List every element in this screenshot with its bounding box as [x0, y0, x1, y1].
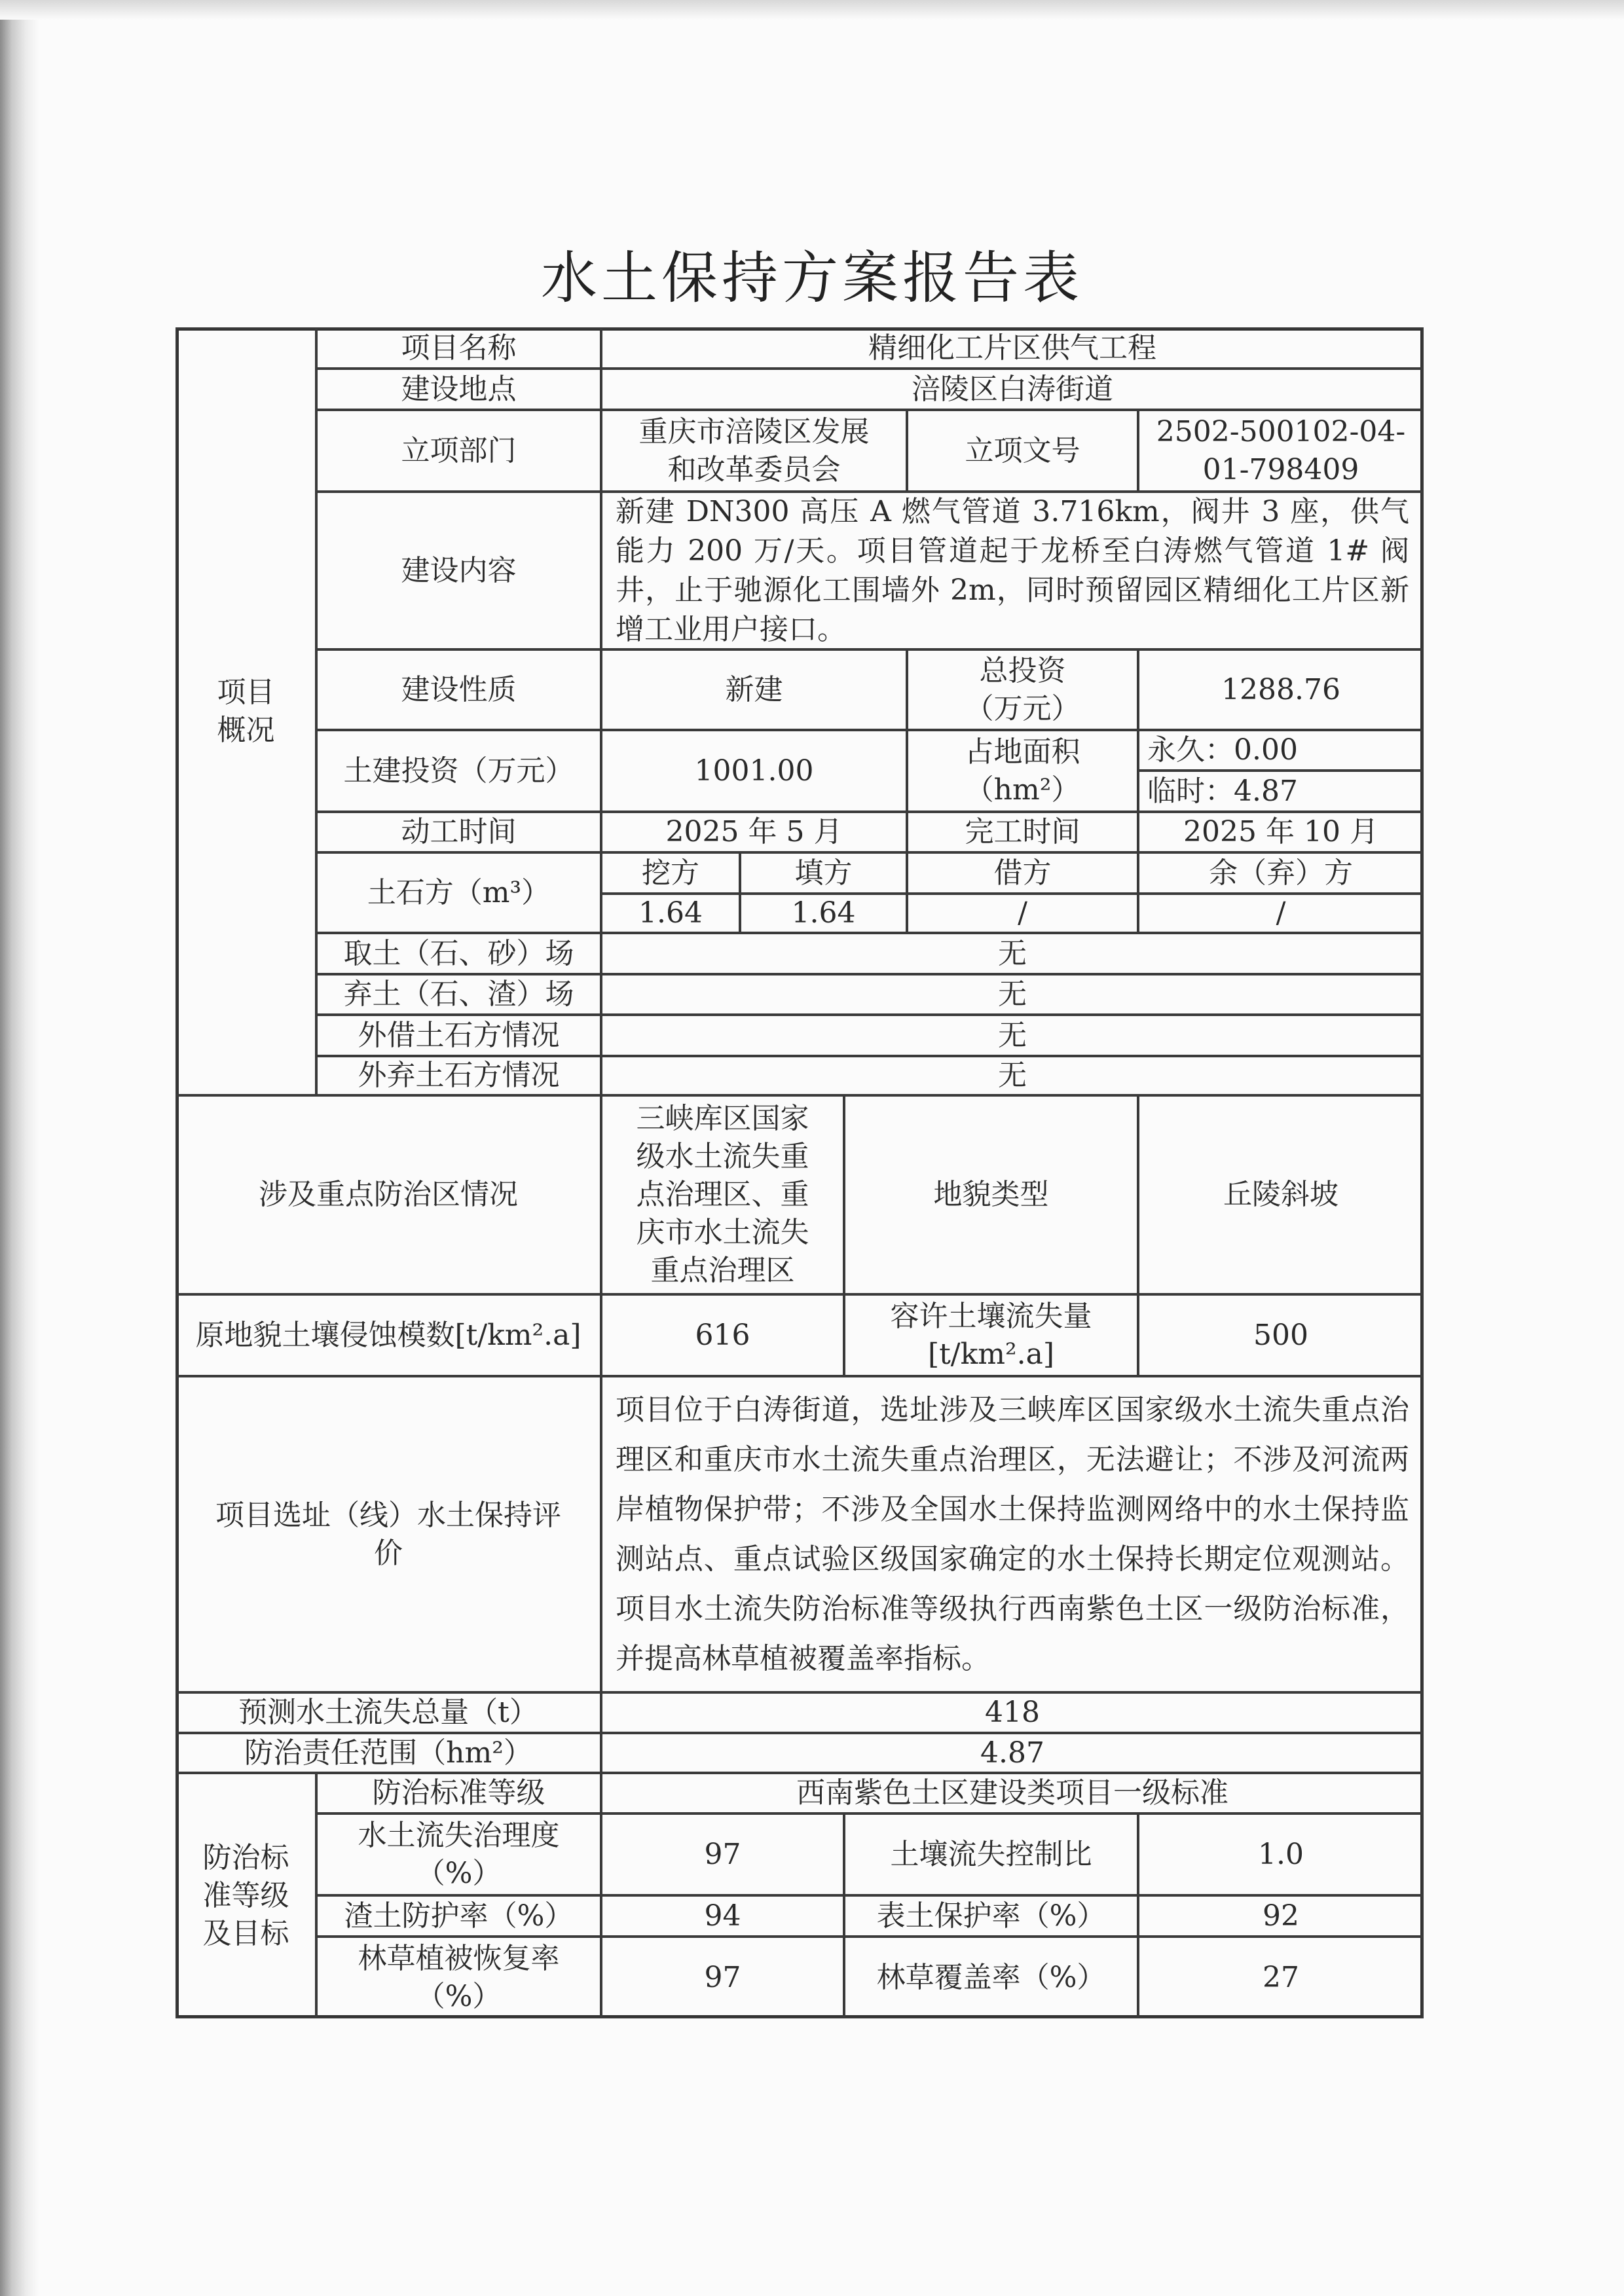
resp-area-value: 4.87 [601, 1733, 1424, 1773]
borrow-site-label: 取土（石、砂）场 [316, 933, 601, 974]
project-name-label: 项目名称 [316, 327, 601, 369]
target-value: 97 [601, 1813, 844, 1895]
ext-spoil-label: 外弃土石方情况 [316, 1056, 601, 1095]
earthwork-header-cut: 挖方 [601, 852, 740, 894]
civil-invest-label: 土建投资（万元） [316, 730, 601, 812]
content-label: 建设内容 [316, 492, 601, 649]
targets-section-label: 防治标 准等级 及目标 [175, 1773, 316, 2018]
target-label: 水土流失治理度 （%） [316, 1813, 601, 1895]
approval-dept-value: 重庆市涪陵区发展 和改革委员会 [601, 410, 907, 492]
site-eval-text: 项目位于白涛街道，选址涉及三峡库区国家级水土流失重点治理区和重庆市水土流失重点治理区，无法避让；不涉及河流两岸植物保护带；不涉及全国水土保持监测网络中的水土保持监测站点、重点试验区级国家确定的水土保持长期定位观测站。项目水土流失防治标准等级执行西南紫色土区一级防治标准，并提高林草植被覆盖率指标。 [601, 1376, 1424, 1692]
erosion-label: 原地貌土壤侵蚀模数[t/km².a] [175, 1294, 601, 1376]
target-label: 林草植被恢复率 （%） [316, 1937, 601, 2018]
standard-level-label: 防治标准等级 [316, 1773, 601, 1813]
target-value: 94 [601, 1895, 844, 1937]
earthwork-header-borrow: 借方 [907, 852, 1138, 894]
start-value: 2025 年 5 月 [601, 812, 907, 852]
ext-borrow-label: 外借土石方情况 [316, 1015, 601, 1056]
key-zone-label: 涉及重点防治区情况 [175, 1095, 601, 1294]
allow-loss-value: 500 [1138, 1294, 1424, 1376]
predicted-loss-value: 418 [601, 1692, 1424, 1733]
page-title: 水土保持方案报告表 [541, 246, 1083, 311]
earthwork-cut-value: 1.64 [601, 894, 740, 933]
target-value: 92 [1138, 1895, 1424, 1937]
start-label: 动工时间 [316, 812, 601, 852]
erosion-value: 616 [601, 1294, 844, 1376]
total-invest-label: 总投资 （万元） [907, 649, 1138, 730]
earthwork-label: 土石方（m³） [316, 852, 601, 933]
target-value: 97 [601, 1937, 844, 2018]
approval-dept-label: 立项部门 [316, 410, 601, 492]
ext-borrow-value: 无 [601, 1015, 1424, 1056]
spoil-site-value: 无 [601, 974, 1424, 1015]
allow-loss-label: 容许土壤流失量 [t/km².a] [844, 1294, 1138, 1376]
target-label: 林草覆盖率（%） [844, 1937, 1138, 2018]
predicted-loss-label: 预测水土流失总量（t） [175, 1692, 601, 1733]
spoil-site-label: 弃土（石、渣）场 [316, 974, 601, 1015]
approval-no-value: 2502-500102-04- 01-798409 [1138, 410, 1424, 492]
land-area-label: 占地面积 （hm²） [907, 730, 1138, 812]
project-name-value: 精细化工片区供气工程 [601, 327, 1424, 369]
earthwork-header-surplus: 余（弃）方 [1138, 852, 1424, 894]
landform-label: 地貌类型 [844, 1095, 1138, 1294]
end-label: 完工时间 [907, 812, 1138, 852]
target-label: 土壤流失控制比 [844, 1813, 1138, 1895]
end-value: 2025 年 10 月 [1138, 812, 1424, 852]
target-label: 表土保护率（%） [844, 1895, 1138, 1937]
key-zone-value: 三峡库区国家 级水土流失重 点治理区、重 庆市水土流失 重点治理区 [601, 1095, 844, 1294]
nature-value: 新建 [601, 649, 907, 730]
target-value: 1.0 [1138, 1813, 1424, 1895]
site-eval-label: 项目选址（线）水土保持评 价 [175, 1376, 601, 1692]
target-value: 27 [1138, 1937, 1424, 2018]
nature-label: 建设性质 [316, 649, 601, 730]
borrow-site-value: 无 [601, 933, 1424, 974]
scan-edge [0, 0, 39, 2296]
ext-spoil-value: 无 [601, 1056, 1424, 1095]
land-temporary-value: 临时：4.87 [1138, 771, 1424, 812]
scan-top-edge [0, 0, 1624, 20]
earthwork-fill-value: 1.64 [740, 894, 907, 933]
location-label: 建设地点 [316, 369, 601, 410]
earthwork-surplus-value: / [1138, 894, 1424, 933]
overview-section-label: 项目 概况 [175, 327, 316, 1095]
resp-area-label: 防治责任范围（hm²） [175, 1733, 601, 1773]
content-value: 新建 DN300 高压 A 燃气管道 3.716km，阀井 3 座，供气能力 200 万/天。项目管道起于龙桥至白涛燃气管道 1# 阀井，止于驰源化工围墙外 2m，同时预留园区精细化工片区新增工业用户接口。 [601, 492, 1424, 649]
standard-level-value: 西南紫色土区建设类项目一级标准 [601, 1773, 1424, 1813]
civil-invest-value: 1001.00 [601, 730, 907, 812]
earthwork-header-fill: 填方 [740, 852, 907, 894]
location-value: 涪陵区白涛街道 [601, 369, 1424, 410]
earthwork-borrow-value: / [907, 894, 1138, 933]
target-label: 渣土防护率（%） [316, 1895, 601, 1937]
total-invest-value: 1288.76 [1138, 649, 1424, 730]
approval-no-label: 立项文号 [907, 410, 1138, 492]
landform-value: 丘陵斜坡 [1138, 1095, 1424, 1294]
land-permanent-value: 永久：0.00 [1138, 730, 1424, 771]
